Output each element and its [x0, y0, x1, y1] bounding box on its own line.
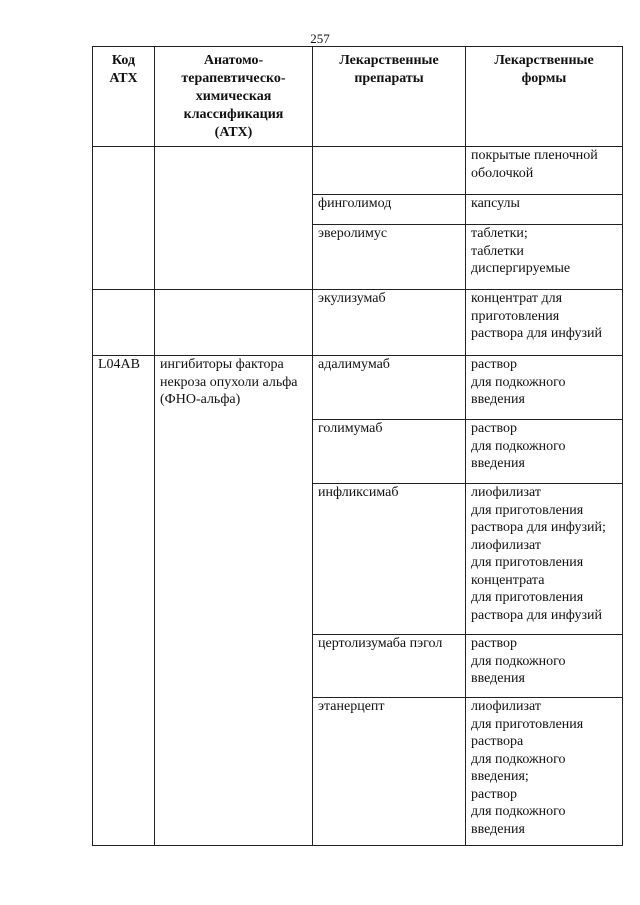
atx-table: [92, 46, 623, 846]
form-cell: лиофилизат для приготовления раствора для подкожного введения; раствор для подкожного введения: [466, 698, 623, 846]
drug-cell-empty: [313, 147, 466, 195]
drug-cell: эверолимус: [313, 225, 466, 290]
table-row: [93, 356, 623, 420]
form-cell: раствор для подкожного введения: [466, 356, 623, 420]
header-code: Код АТХ: [93, 47, 155, 147]
drug-cell: цертолизумаба пэгол: [313, 635, 466, 698]
code-cell-empty: [93, 290, 155, 356]
header-drugs: Лекарственные препараты: [313, 47, 466, 147]
drug-cell: инфликсимаб: [313, 484, 466, 635]
drug-cell: адалимумаб: [313, 356, 466, 420]
drug-cell: финголимод: [313, 195, 466, 225]
form-cell: раствор для подкожного введения: [466, 420, 623, 484]
form-cell: покрытые пленочной оболочкой: [466, 147, 623, 195]
form-cell: раствор для подкожного введения: [466, 635, 623, 698]
drug-cell: голимумаб: [313, 420, 466, 484]
code-cell: L04AB: [93, 356, 155, 846]
form-cell: лиофилизат для приготовления раствора для инфузий; лиофилизат для приготовления концентрата для приготовления раствора для инфузий: [466, 484, 623, 635]
form-cell: капсулы: [466, 195, 623, 225]
form-cell: концентрат для приготовления раствора для инфузий: [466, 290, 623, 356]
form-cell: таблетки; таблетки диспергируемые: [466, 225, 623, 290]
table-row: [93, 147, 623, 195]
table-row: [93, 290, 623, 356]
table-header-row: [93, 47, 623, 147]
drug-cell: экулизумаб: [313, 290, 466, 356]
header-classification: Анатомо- терапевтическо- химическая классификация (АТХ): [155, 47, 313, 147]
classification-cell-empty: [155, 290, 313, 356]
classification-cell-empty: [155, 147, 313, 290]
page-number: 257: [310, 31, 330, 46]
drug-cell: этанерцепт: [313, 698, 466, 846]
classification-cell: ингибиторы фактора некроза опухоли альфа (ФНО-альфа): [155, 356, 313, 846]
header-forms: Лекарственные формы: [466, 47, 623, 147]
code-cell-empty: [93, 147, 155, 290]
